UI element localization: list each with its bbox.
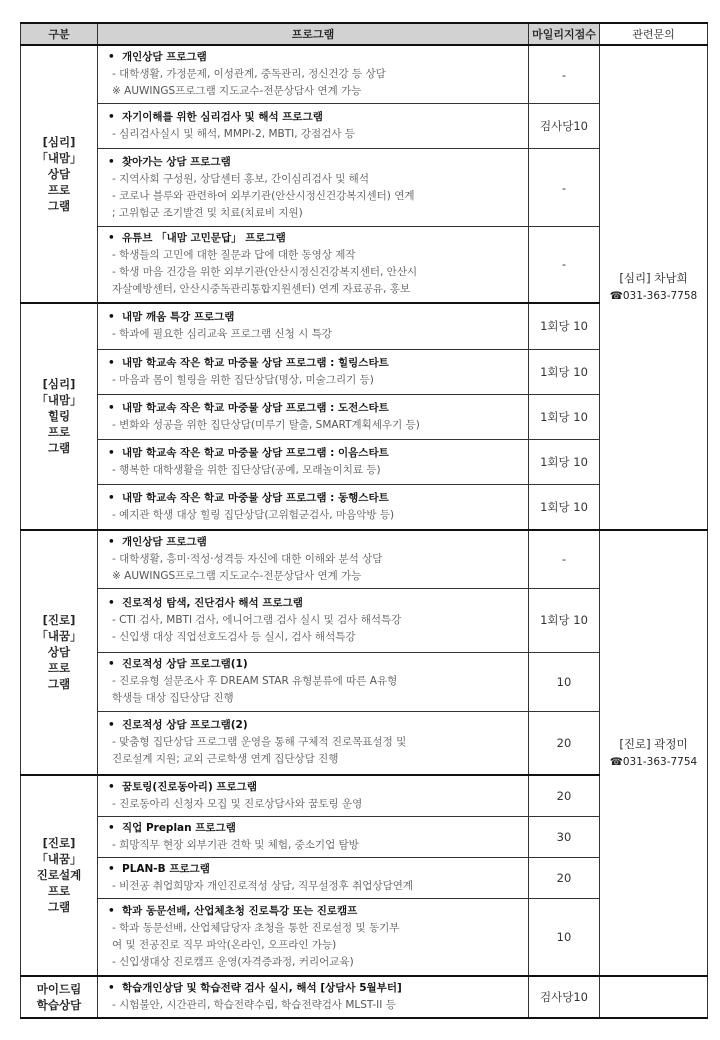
program-cell — [98, 440, 529, 485]
mileage-cell: - — [529, 149, 600, 227]
program-title — [108, 490, 522, 507]
program-detail-line: - 심리검사실시 및 해석, MMPI-2, MBTI, 강점검사 등 — [112, 128, 355, 140]
mileage-cell: - — [529, 530, 600, 589]
program-detail-line: - 진로유형 설문조사 후 DREAM STAR 유형분류에 따른 A유형 — [112, 675, 398, 687]
phone-icon: ☎ — [609, 755, 623, 768]
table-row — [21, 530, 708, 589]
program-cell — [98, 104, 529, 149]
program-detail-line: - 예지관 학생 대상 힐링 집단상담(고위험군검사, 마음악방 등) — [112, 508, 395, 521]
program-title-text: 유튜브 「내맘 고민문답」 프로그램 — [122, 232, 286, 245]
program-cell — [98, 149, 529, 227]
program-cell — [98, 227, 529, 303]
bullet-icon: • — [108, 111, 115, 123]
mileage-cell: 10 — [529, 652, 600, 711]
category-cell: 마이드림 학습상담 — [21, 976, 98, 1018]
contact-cell — [600, 530, 708, 976]
program-title — [108, 154, 522, 171]
bullet-icon: • — [108, 822, 115, 834]
contact-name: [심리] 차남희 — [619, 271, 688, 286]
program-detail-line: - 진로동아리 신청자 모집 및 진로상담사와 꿈토링 운영 — [112, 798, 363, 810]
program-cell — [98, 711, 529, 775]
program-title — [108, 656, 522, 673]
phone-icon: ☎ — [609, 290, 623, 303]
contact-cell — [600, 976, 708, 1018]
program-title-text: 개인상담 프로그램 — [122, 535, 207, 548]
program-title-text: 꿈토링(진로동아리) 프로그램 — [122, 781, 257, 793]
program-cell — [98, 899, 529, 976]
program-title-text: 찾아가는 상담 프로그램 — [122, 155, 231, 168]
program-cell — [98, 45, 529, 104]
bullet-icon: • — [108, 781, 115, 793]
program-detail-line: - 대학생활, 가정문제, 이성관계, 중독관리, 정신건강 등 상담 — [112, 68, 386, 80]
program-detail-line: - 맞춤형 집단상담 프로그램 운영을 통해 구체적 진로목표설정 및 — [112, 736, 407, 749]
header-mileage: 마일리지점수 — [529, 23, 600, 45]
mileage-cell: - — [529, 45, 600, 104]
program-title — [108, 445, 522, 462]
program-cell — [98, 652, 529, 711]
program-cell — [98, 530, 529, 589]
mileage-cell: 1회당 10 — [529, 588, 600, 652]
bullet-icon: • — [108, 719, 115, 732]
program-title-text: 진로적성 상담 프로그램(1) — [122, 658, 248, 670]
program-detail-line: 여 및 전공진로 직무 파악(온라인, 오프라인 가능) — [112, 938, 337, 951]
header-program: 프로그램 — [98, 23, 529, 45]
bullet-icon: • — [108, 863, 115, 875]
program-detail-line: 진로설계 지원; 교외 근로학생 연계 집단상담 진행 — [112, 753, 339, 766]
category-cell: [심리] 「내맘」 힐링 프로 그램 — [21, 303, 98, 530]
program-title-text: 학과 동문선배, 산업체초청 진로특강 또는 진로캠프 — [122, 904, 358, 917]
program-detail-line: 학생들 대상 집단상담 진행 — [112, 692, 234, 704]
program-detail-line: ; 고위험군 조기발견 및 치료(치료비 지원) — [112, 206, 303, 219]
bullet-icon: • — [108, 981, 115, 994]
program-detail-line: - 비전공 취업희망자 개인진로적성 상담, 직무설정후 취업상담연계 — [112, 880, 414, 892]
contact-phone-number: 031-363-7754 — [622, 755, 698, 768]
header-contact: 관련문의 — [600, 23, 708, 45]
bullet-icon: • — [108, 155, 115, 168]
bullet-icon: • — [108, 447, 115, 459]
program-cell — [98, 775, 529, 817]
program-detail-line: ※ AUWINGS프로그램 지도교수-전문상담사 연계 가능 — [112, 569, 362, 582]
mileage-cell: 20 — [529, 858, 600, 899]
mileage-cell: 검사당10 — [529, 104, 600, 149]
program-title — [108, 980, 522, 997]
program-cell — [98, 395, 529, 440]
bullet-icon: • — [108, 596, 115, 609]
table-header-row — [21, 23, 708, 45]
program-table — [20, 22, 708, 1019]
mileage-cell: 검사당10 — [529, 976, 600, 1018]
mileage-cell: 1회당 10 — [529, 485, 600, 530]
program-detail-line: - 학과 동문선배, 산업체담당자 초청을 통한 진로설정 및 동기부 — [112, 921, 400, 934]
program-cell — [98, 303, 529, 350]
program-detail-line: - 시험불안, 시간관리, 학습전략수립, 학습전략검사 MLST-II 등 — [112, 998, 396, 1011]
program-cell — [98, 817, 529, 858]
program-detail-line: - 변화와 성공을 위한 집단상담(미루기 탈출, SMART계획세우기 등) — [112, 419, 420, 431]
mileage-cell: - — [529, 227, 600, 303]
program-title — [108, 109, 522, 126]
program-detail-line: - 마음과 몸이 힐링을 위한 집단상담(명상, 미술그리기 등) — [112, 374, 374, 386]
program-title-text: 내맘 학교속 작은 학교 마중물 상담 프로그램 : 힐링스타트 — [122, 357, 389, 369]
mileage-cell: 1회당 10 — [529, 303, 600, 350]
program-title-text: 내맘 학교속 작은 학교 마중물 상담 프로그램 : 도전스타트 — [122, 402, 389, 414]
mileage-cell: 20 — [529, 711, 600, 775]
program-detail-line: ※ AUWINGS프로그램 지도교수-전문상담사 연계 가능 — [112, 85, 362, 97]
program-title — [108, 49, 522, 66]
table-body — [21, 45, 708, 1018]
contact-phone-number: 031-363-7758 — [622, 290, 698, 303]
category-cell: [심리] 「내맘」 상담 프로 그램 — [21, 45, 98, 303]
bullet-icon: • — [108, 51, 115, 63]
mileage-cell: 20 — [529, 775, 600, 817]
contact-phone — [600, 287, 707, 305]
bullet-icon: • — [108, 357, 115, 369]
table-row — [21, 976, 708, 1018]
program-detail-line: - 학과에 필요한 심리교육 프로그램 신청 시 특강 — [112, 328, 332, 341]
program-title-text: 직업 Preplan 프로그램 — [122, 822, 236, 834]
program-detail-line: - 대학생활, 흥미·적성·성격등 자신에 대한 이해와 분석 상담 — [112, 552, 383, 565]
program-title-text: 학습개인상담 및 학습전략 검사 실시, 해석 [상담사 5월부터] — [122, 981, 402, 994]
program-detail-line: - 희망직무 현장 외부기관 견학 및 체험, 중소기업 탐방 — [112, 839, 359, 851]
program-title — [108, 779, 522, 796]
header-category: 구분 — [21, 23, 98, 45]
mileage-cell: 10 — [529, 899, 600, 976]
table-row — [21, 45, 708, 104]
program-title — [108, 534, 522, 551]
program-detail-line: - 신입생대상 진로캠프 운영(자격증과정, 커리어교육) — [112, 955, 354, 968]
program-title — [108, 717, 522, 734]
program-table-container — [20, 22, 708, 1019]
program-detail-line: 자살예방센터, 안산시중독관리통합지원센터) 연계 자료공유, 홍보 — [112, 283, 410, 296]
bullet-icon: • — [108, 904, 115, 917]
program-title — [108, 595, 522, 612]
program-detail-line: - 지역사회 구성원, 상담센터 홍보, 간이심리검사 및 해석 — [112, 172, 369, 185]
bullet-icon: • — [108, 658, 115, 670]
program-detail-line: - 행복한 대학생활을 위한 집단상담(공예, 모래놀이치료 등) — [112, 464, 381, 476]
program-title — [108, 903, 522, 920]
program-title — [108, 355, 522, 372]
program-cell — [98, 485, 529, 530]
bullet-icon: • — [108, 402, 115, 414]
program-detail-line: - CTI 검사, MBTI 검사, 에니어그램 검사 실시 및 검사 해석특강 — [112, 613, 402, 626]
program-title-text: 진로적성 상담 프로그램(2) — [122, 719, 248, 732]
category-cell: [진로] 「내꿈」 상담 프로 그램 — [21, 530, 98, 776]
program-title-text: 내맘 학교속 작은 학교 마중물 상담 프로그램 : 이음스타트 — [122, 447, 389, 459]
program-cell — [98, 350, 529, 395]
program-cell — [98, 858, 529, 899]
contact-cell — [600, 45, 708, 530]
mileage-cell: 1회당 10 — [529, 440, 600, 485]
program-title — [108, 861, 522, 878]
program-title-text: 자기이해를 위한 심리검사 및 해석 프로그램 — [122, 111, 323, 123]
category-cell: [진로] 「내꿈」 진로설계 프로 그램 — [21, 775, 98, 976]
program-title-text: PLAN-B 프로그램 — [122, 863, 210, 875]
program-detail-line: - 코로나 블루와 관련하여 외부기관(안산시정신건강복지센터) 연계 — [112, 189, 415, 202]
mileage-cell: 30 — [529, 817, 600, 858]
program-detail-line: - 학생 마음 건강을 위한 외부기관(안산시정신건강복지센터, 안산시 — [112, 266, 418, 279]
contact-phone — [600, 753, 707, 771]
program-title-text: 개인상담 프로그램 — [122, 51, 207, 63]
program-cell — [98, 976, 529, 1018]
program-title — [108, 400, 522, 417]
program-title — [108, 820, 522, 837]
bullet-icon: • — [108, 491, 115, 504]
program-title — [108, 230, 522, 247]
program-title-text: 내맘 학교속 작은 학교 마중물 상담 프로그램 : 동행스타트 — [122, 491, 389, 504]
program-title-text: 진로적성 탐색, 진단검사 해석 프로그램 — [122, 596, 303, 609]
mileage-cell: 1회당 10 — [529, 350, 600, 395]
bullet-icon: • — [108, 232, 115, 245]
program-detail-line: - 학생들의 고민에 대한 질문과 답에 대한 동영상 제작 — [112, 249, 356, 262]
program-cell — [98, 588, 529, 652]
bullet-icon: • — [108, 535, 115, 548]
bullet-icon: • — [108, 311, 115, 324]
program-title — [108, 309, 522, 326]
program-title-text: 내맘 깨움 특강 프로그램 — [122, 311, 235, 324]
contact-name: [진로] 곽정미 — [619, 736, 688, 751]
program-detail-line: - 신입생 대상 직업선호도검사 등 실시, 검사 해석특강 — [112, 630, 356, 643]
mileage-cell: 1회당 10 — [529, 395, 600, 440]
